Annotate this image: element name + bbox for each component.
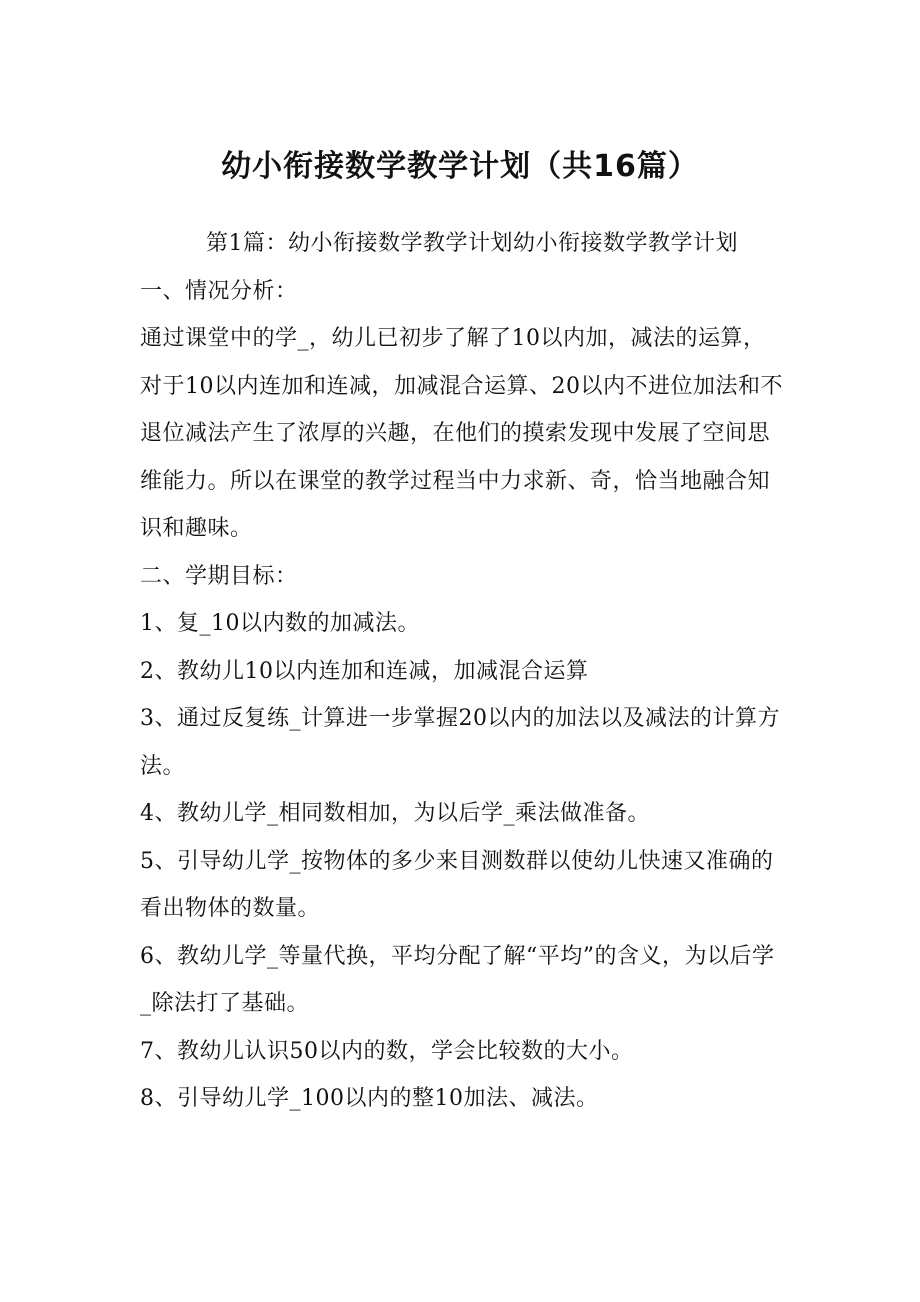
goal-item-4: 4、教幼儿学_相同数相加，为以后学_乘法做准备。 xyxy=(140,801,650,826)
goal-item-5: 5、引导幼儿学_按物体的多少来目测数群以使幼儿快速又准确的看出物体的数量。 xyxy=(140,848,774,921)
paragraph-situation-analysis: 通过课堂中的学_，幼儿已初步了解了10以内加，减法的运算，对于10以内连加和连减，加减混合运算、20以内不进位加法和不退位减法产生了浓厚的兴趣，在他们的摸索发现中发展了空间思维能力。所以在课堂的教学过程当中力求新、奇，恰当地融合知识和趣味。 xyxy=(140,326,783,541)
document-title: 幼小衔接数学教学计划（共16篇） xyxy=(221,149,699,184)
goal-item-7: 7、教幼儿认识50以内的数，学会比较数的大小。 xyxy=(140,1038,634,1064)
section-heading-part-1: 第1篇：幼小衔接数学教学计划幼小衔接数学教学计划 xyxy=(206,231,738,256)
goal-item-3: 3、通过反复练_计算进一步掌握20以内的加法以及减法的计算方法。 xyxy=(140,706,780,779)
goal-item-2: 2、教幼儿10以内连加和连减，加减混合运算 xyxy=(140,658,589,684)
heading-semester-goals: 二、学期目标： xyxy=(140,563,298,589)
goal-item-8: 8、引导幼儿学_100以内的整10加法、减法。 xyxy=(140,1086,599,1111)
goal-item-1: 1、复_10以内数的加减法。 xyxy=(140,611,420,636)
goal-item-6: 6、教幼儿学_等量代换，平均分配了解“平均”的含义，为以后学_除法打了基础。 xyxy=(140,943,775,1016)
heading-situation-analysis: 一、情况分析： xyxy=(140,278,298,304)
document-body xyxy=(140,220,785,1123)
